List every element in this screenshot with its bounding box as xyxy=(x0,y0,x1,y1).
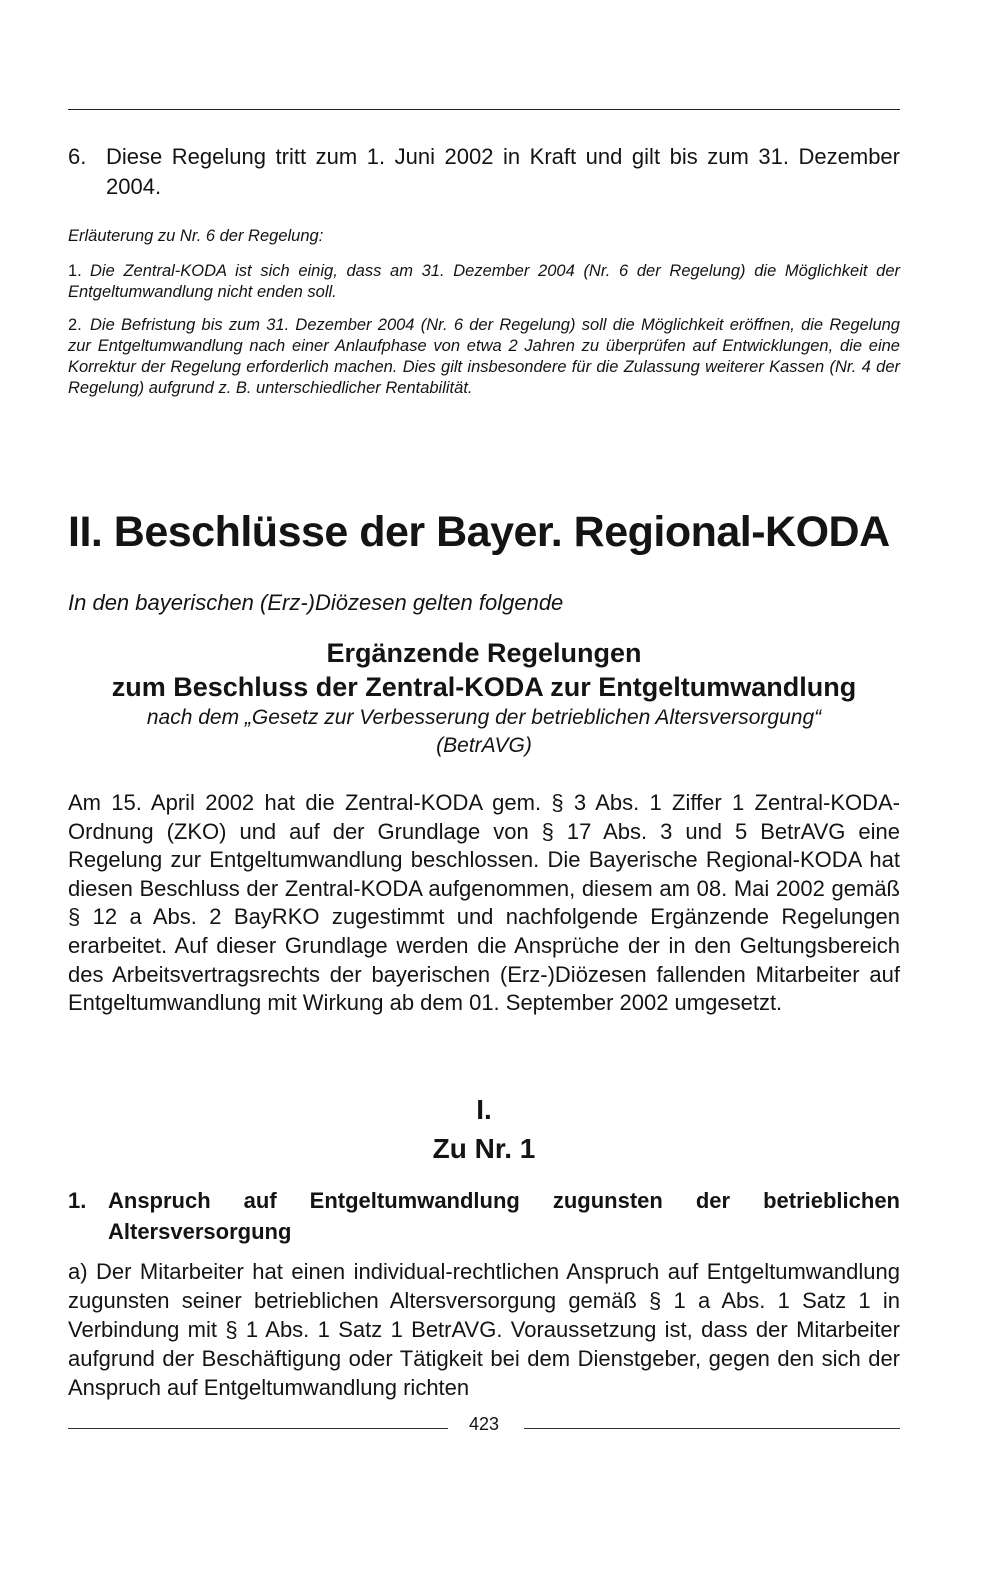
top-rule xyxy=(68,109,900,110)
footer-rule-right xyxy=(524,1428,900,1429)
section-heading: II. Beschlüsse der Bayer. Regional-KODA xyxy=(68,508,890,556)
item-6-text: Diese Regelung tritt zum 1. Juni 2002 in Kraft und gilt bis zum 31. Dezember 2004. xyxy=(106,144,900,199)
section-intro: In den bayerischen (Erz-)Diözesen gelten folgende xyxy=(68,590,564,615)
note-point-1-number: 1. xyxy=(68,262,82,280)
regulation-subtitle-line-1: nach dem „Gesetz zur Verbesserung der betrieblichen Altersversorgung“ xyxy=(146,706,822,729)
subsection-title: Zu Nr. 1 xyxy=(432,1133,536,1164)
item-a-paragraph: a) Der Mitarbeiter hat einen individual-rechtlichen Anspruch auf Entgeltumwandlung zugunsten seiner betrieblichen Altersversorgung gemäß § 1 a Abs. 1 Satz 1 in Verbindung mit § 1 Abs. 1 Satz 1 BetrAVG. Voraussetzung ist, dass der Mitarbeiter aufgrund der Beschäftigung oder Tätigkeit bei dem Dienstgeber, gegen den sich der Anspruch auf Entgeltumwandlung richten xyxy=(68,1259,900,1400)
note-point-1-text: Die Zentral-KODA ist sich einig, dass am 31. Dezember 2004 (Nr. 6 der Regelung) die Möglichkeit der Entgeltumwandlung nicht enden soll. xyxy=(68,262,900,301)
subsection-roman-numeral: I. xyxy=(476,1094,492,1125)
note-point-2-number: 2. xyxy=(68,316,82,334)
item-1-number: 1. xyxy=(68,1188,87,1213)
item-1-heading xyxy=(68,1185,900,1247)
note-point-2 xyxy=(68,315,900,399)
item-6 xyxy=(68,142,900,202)
regulation-subtitle-line-2: (BetrAVG) xyxy=(436,734,532,757)
note-heading: Erläuterung zu Nr. 6 der Regelung: xyxy=(68,227,324,245)
note-point-2-text: Die Befristung bis zum 31. Dezember 2004 (Nr. 6 der Regelung) soll die Möglichkeit eröffnen, die Regelung zur Entgeltumwandlung nach einer Anlaufphase von etwa 2 Jahren zu überprüfen auf Entwicklungen, die eine Korrektur der Regelung erforderlich machen. Dies gilt insbesondere für die Zulassung weiterer Kassen (Nr. 4 der Regelung) aufgrund z. B. unterschiedlicher Rentabilität. xyxy=(68,316,900,397)
note-point-1 xyxy=(68,261,900,303)
page-footer xyxy=(68,1414,900,1444)
page-number: 423 xyxy=(468,1414,500,1434)
regulation-title-line-1: Ergänzende Regelungen xyxy=(326,638,642,668)
explanatory-note xyxy=(68,226,900,411)
item-6-number: 6. xyxy=(68,144,87,169)
regulation-title-line-2: zum Beschluss der Zentral-KODA zur Entgeltumwandlung xyxy=(111,672,857,702)
body-paragraph: Am 15. April 2002 hat die Zentral-KODA gem. § 3 Abs. 1 Ziffer 1 Zentral-KODA-Ordnung (ZKO) und auf der Grundlage von § 17 Abs. 3 und 5 BetrAVG eine Regelung zur Entgeltumwandlung beschlossen. Die Bayerische Regional-KODA hat diesen Beschluss der Zentral-KODA aufgenommen, diesem am 08. Mai 2002 gemäß § 12 a Abs. 2 BayRKO zugestimmt und nachfolgende Ergänzende Regelungen erarbeitet. Auf dieser Grundlage werden die Ansprüche der in den Geltungsbereich des Arbeitsvertragsrechts der bayerischen (Erz-)Diözesen fallenden Mitarbeiter auf Entgeltumwandlung mit Wirkung ab dem 01. September 2002 umgesetzt. xyxy=(68,790,900,1016)
item-1-title: Anspruch auf Entgeltumwandlung zugunsten der betrieblichen Altersversorgung xyxy=(108,1188,900,1244)
